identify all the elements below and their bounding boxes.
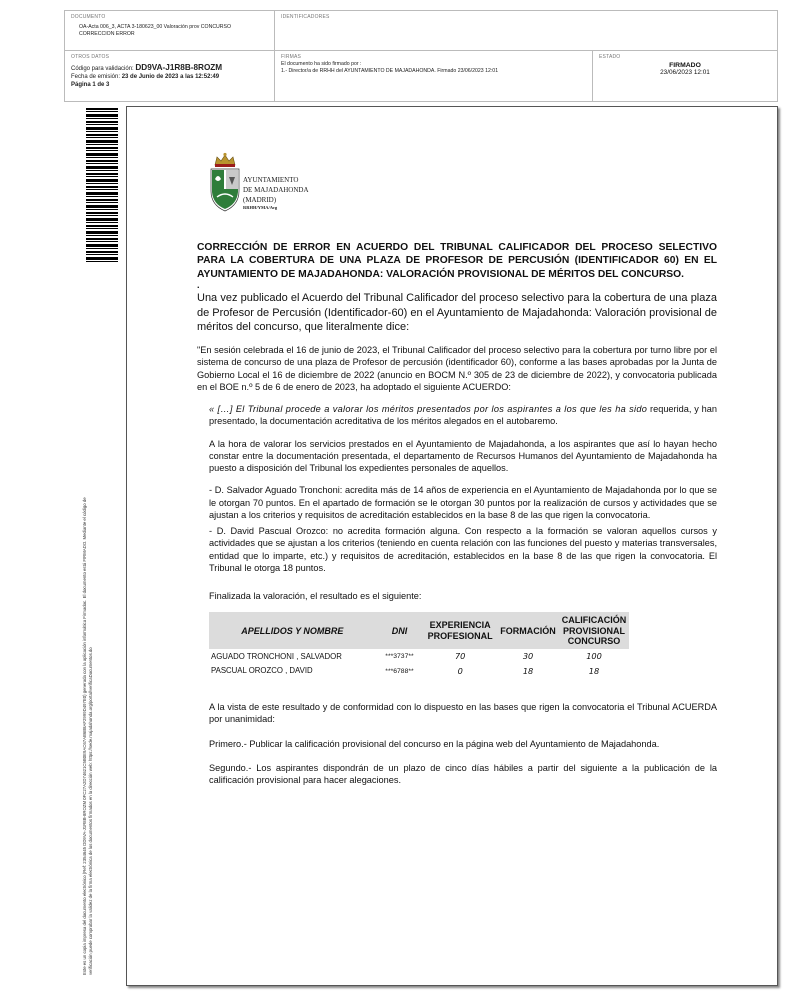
row-formacion: 30 bbox=[522, 651, 534, 662]
acuerdo-paragraph: "En sesión celebrada el 16 de junio de 2023, el Tribunal Calificador del proceso selectivo para la cobertura por turno libre por el sistema de concurso de una plaza de Profesor de percusión (identificador 60), conforme a las bases aprobadas por la Junta de Gobierno Local el 16 de diciembre de 2022 (anuncio en BOCM N.º 305 de 23 de diciembre de 2022), y convocatoria publicada en el BOE n.º 5 de 6 de enero de 2023, ha adoptado el siguiente ACUERDO: bbox=[197, 345, 717, 392]
results-header-row bbox=[209, 612, 629, 649]
servicios-paragraph: A la hora de valorar los servicios prestados en el Ayuntamiento de Majadahonda, a los aspirantes que así lo hayan hecho constar entre la documentación presentada, el departamento de Recursos Humanos del Ayuntamiento de Majadahonda ha puesto a disposición del Tribunal los expedientes personales de aquellos. bbox=[209, 438, 717, 474]
tribunal-quote-paragraph bbox=[209, 403, 717, 427]
table-row bbox=[209, 664, 629, 679]
col-calificacion-header: CALIFICACIÓN PROVISIONAL CONCURSO bbox=[559, 612, 629, 649]
document-content bbox=[197, 241, 717, 786]
tribunal-quote-rest: requerida, y han presentado, la documentación acreditativa de los méritos alegados en el autobaremo. bbox=[209, 404, 717, 427]
col-nombre-header: APELLIDOS Y NOMBRE bbox=[209, 612, 376, 649]
estado-fecha: 23/06/2023 12:01 bbox=[660, 69, 710, 76]
row-dni: ***6788** bbox=[385, 668, 414, 676]
side-note-line2[interactable]: verificación puede comprobar la validez de la firma electrónica de los documentos firmados en la dirección web: https://sede.majadahonda.org/portal/verificaDocumentos.do bbox=[88, 647, 94, 975]
identificadores-cell bbox=[275, 11, 777, 51]
documento-label: DOCUMENTO bbox=[71, 14, 106, 20]
estado-label: ESTADO bbox=[599, 54, 621, 60]
row-nombre: PASCUAL OROZCO , DAVID bbox=[211, 666, 313, 676]
row-calificacion: 100 bbox=[586, 651, 602, 662]
document-page bbox=[126, 106, 778, 986]
row-formacion: 18 bbox=[522, 666, 534, 677]
col-experiencia-header: EXPERIENCIA PROFESIONAL bbox=[423, 612, 497, 649]
signature-header bbox=[64, 10, 778, 102]
pascual-paragraph: - D. David Pascual Orozco: no acredita formación alguna. Con respecto a la formación se valoran aquellos cursos y actividades que se ajustan a los criterios (teniendo en cuenta relación con las funciones del puesto y materias transversales, entidad que lo imparte, etc.) y requisitos de acreditación, establecidos en la base 8 de las que rigen la convocatoria. El Tribunal le otorga 18 puntos. bbox=[209, 526, 717, 573]
fecha-emision bbox=[71, 73, 268, 81]
logo-code: RRHH/YMA/Avg bbox=[243, 205, 278, 211]
documento-cell bbox=[65, 11, 275, 51]
document-title: CORRECCIÓN DE ERROR EN ACUERDO DEL TRIBUNAL CALIFICADOR DEL PROCESO SELECTIVO PARA LA COBERTURA DE UNA PLAZA DE PROFESOR DE PERCUSIÓN (IDENTIFICADOR 60) EN EL AYUNTAMIENTO DE MAJADAHONDA: VALORACIÓN PROVISIONAL DE MÉRITOS DEL CONCURSO. bbox=[197, 242, 717, 280]
fecha-value: 23 de Junio de 2023 a las 12:52:49 bbox=[121, 74, 220, 81]
firmas-line2: 1.- Director/a de RRHH del AYUNTAMIENTO DE MAJADAHONDA. Firmado 23/06/2023 12:01 bbox=[281, 67, 499, 74]
otros-datos-cell bbox=[65, 51, 275, 101]
col-dni-header: DNI bbox=[376, 612, 424, 649]
segundo-paragraph: Segundo.- Los aspirantes dispondrán de un plazo de cinco días hábiles a partir del siguiente a la publicación de la calificación provisional para hacer alegaciones. bbox=[209, 762, 717, 785]
estado-cell bbox=[593, 51, 777, 101]
codigo-value[interactable]: DD9VA-J1R8B-8ROZM bbox=[135, 63, 223, 72]
codigo-validacion bbox=[71, 62, 268, 73]
side-note-line1: Este es un copia impresa del documento electrónico (Ref: 2354645 DD9VA-J1R8B-8ROZM 0FC27A2D74621C5B0E9AC67AB6B8AF2999D497E0) generada con la aplicación informática Firmadoc. El documento está FIRMADO. Mediante el código de bbox=[82, 497, 87, 975]
otros-datos-label: OTROS DATOS bbox=[71, 54, 110, 60]
verification-side-note bbox=[82, 305, 95, 975]
logo-line1: AYUNTAMIENTO bbox=[243, 176, 299, 184]
codigo-label: Código para validación: bbox=[71, 66, 134, 72]
resultado-intro: Finalizada la valoración, el resultado es el siguiente: bbox=[209, 590, 422, 601]
majadahonda-coat-of-arms-icon bbox=[207, 151, 243, 215]
row-experiencia: 70 bbox=[454, 651, 466, 662]
primero-paragraph: Primero.- Publicar la calificación provisional del concurso en la página web del Ayuntamiento de Majadahonda. bbox=[209, 738, 660, 749]
table-row bbox=[209, 649, 629, 664]
col-formacion-header: FORMACIÓN bbox=[497, 612, 559, 649]
logo-line3: (MADRID) bbox=[243, 196, 277, 205]
row-calificacion: 18 bbox=[588, 666, 600, 677]
documento-text: OA-Acta 006_3, ACTA 3-180623_00 Valoración prov CONCURSO CORRECCION ERROR bbox=[79, 24, 232, 37]
firmas-label: FIRMAS bbox=[281, 54, 302, 60]
row-experiencia: 0 bbox=[457, 666, 463, 677]
identificadores-label: IDENTIFICADORES bbox=[281, 14, 330, 20]
ayuntamiento-logo-text bbox=[243, 175, 309, 212]
row-dni: ***3737** bbox=[385, 653, 414, 661]
tribunal-quote-italic: « […] El Tribunal procede a valorar los méritos presentados por los aspirantes a los que les ha sido bbox=[209, 404, 648, 415]
row-nombre: AGUADO TRONCHONI , SALVADOR bbox=[211, 651, 342, 661]
fecha-label: Fecha de emisión: bbox=[71, 74, 121, 81]
conformidad-paragraph: A la vista de este resultado y de conformidad con lo dispuesto en las bases que rigen la convocatoria el Tribunal ACUERDA por unanimidad: bbox=[209, 702, 717, 725]
barcode-icon bbox=[86, 108, 118, 264]
pagina-value: Página 1 de 3 bbox=[71, 82, 110, 89]
intro-paragraph: Una vez publicado el Acuerdo del Tribunal Calificador del proceso selectivo para la cobertura de una plaza de Profesor de Percusión (Identificador-60) en el Ayuntamiento de Majadahonda: Valoración provisional de méritos del concurso, que literalmente dice: bbox=[197, 292, 717, 333]
title-dot: . bbox=[197, 280, 200, 291]
firmas-line1: El documento ha sido firmado por : bbox=[281, 61, 362, 67]
firmas-cell bbox=[275, 51, 593, 101]
estado-value: FIRMADO bbox=[669, 62, 701, 69]
logo-line2: DE MAJADAHONDA bbox=[243, 186, 309, 195]
results-table bbox=[209, 612, 629, 679]
aguado-paragraph: - D. Salvador Aguado Tronchoni: acredita más de 14 años de experiencia en el Ayuntamiento de Majadahonda por lo que se le otorgan 70 puntos. En el apartado de formación se le otorgan 30 puntos por la realización de cursos y actividades que se ajustan a los criterios y requisitos de acreditación establecidos en la base 8 de las que rigen la convocatoria. bbox=[209, 485, 717, 520]
